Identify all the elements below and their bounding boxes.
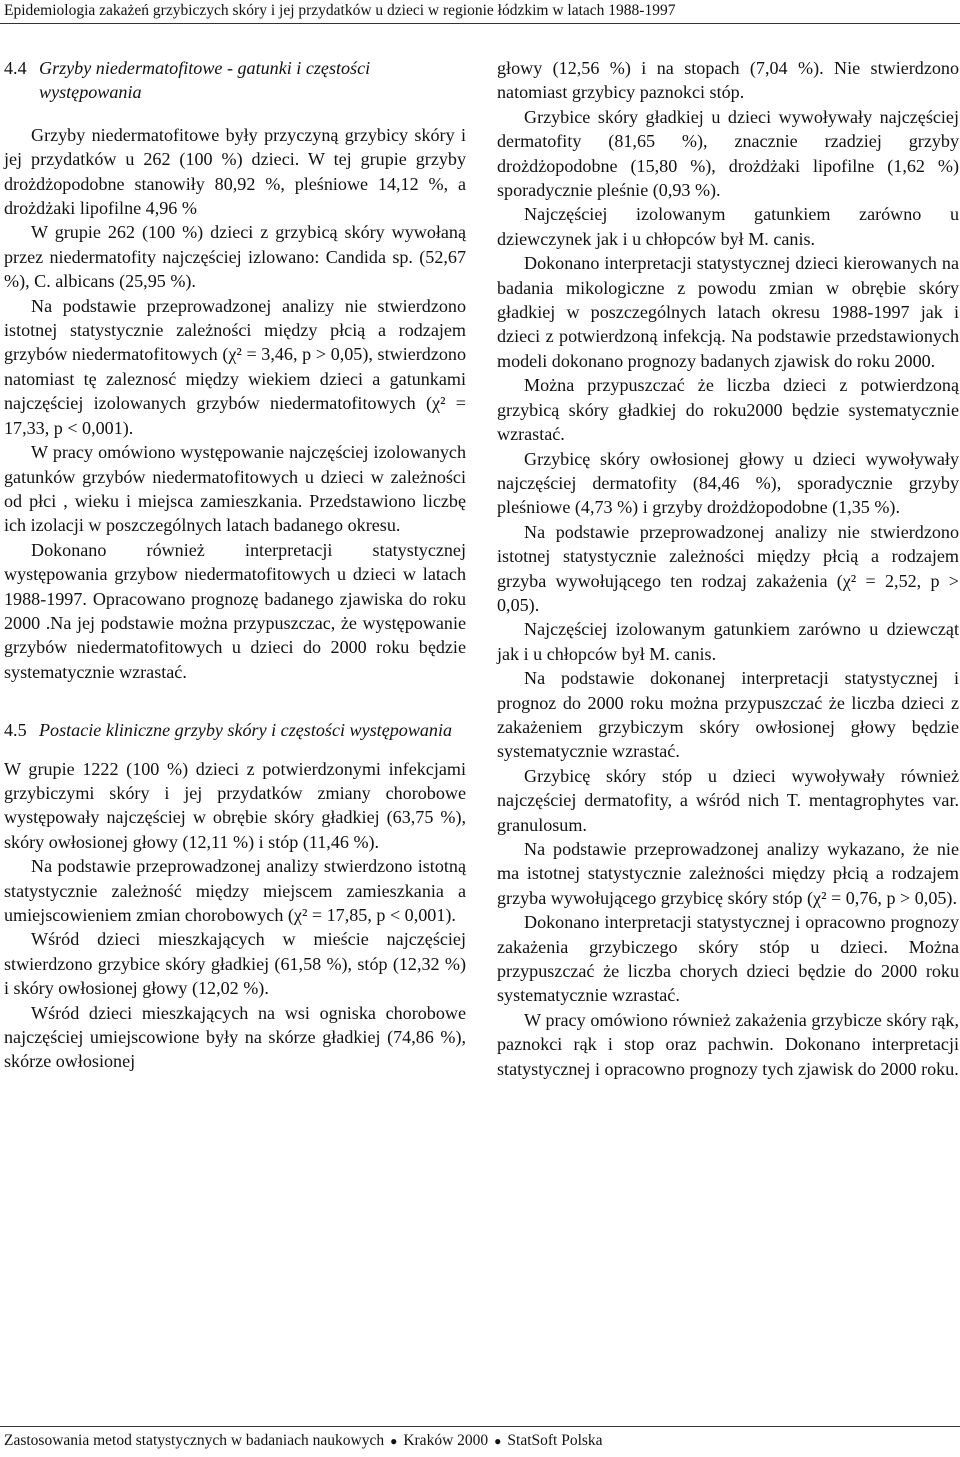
paragraph: W pracy omówiono występowanie najczęściej izolowanych gatunków grzybów niedermatofitowych u dzieci w zależności od płci , wieku i miejsca zamieszkania. Przedstawiono liczbę ich izolacji w poszczególnych latach badanego okresu. — [4, 442, 466, 536]
section-number: 4.4 — [4, 58, 27, 78]
section-title: Grzyby niedermatofitowe - gatunki i częstości występowania — [39, 58, 371, 103]
paragraph: Najczęściej izolowanym gatunkiem zarówno u dziewcząt jak i u chłopców był M. canis. — [497, 619, 959, 664]
section-number: 4.5 — [4, 720, 27, 741]
paragraph: Grzybice skóry gładkiej u dzieci wywoływały najczęściej dermatofity (81,65 %), znacznie rzadziej grzyby drożdżopodobne (15,80 %), drożdżaki lipofilne (1,62 %) sporadycznie pleśnie (0,93 %). — [497, 106, 959, 201]
left-column — [4, 56, 466, 1074]
right-column — [497, 56, 959, 1081]
running-header — [0, 0, 960, 24]
paragraph: Dokonano interpretacji statystycznej dzieci kierowanych na badania mikologiczne z powodu zmian w obrębie skóry gładkiej w poszczególnych latach okresu 1988-1997 jak i dzieci z potwierdzoną infekcją. Na podstawie przedstawionych modeli dokonano prognozy badanych zjawisk do roku 2000. — [497, 253, 959, 371]
paragraph: Wśród dzieci mieszkających w mieście najczęściej stwierdzono grzybice skóry gładkiej (61,58 %), stóp (12,32 %) i skóry owłosionej głowy (12,02 %). — [4, 929, 466, 999]
footer-place-year: Kraków 2000 — [403, 1432, 489, 1449]
paragraph: Na podstawie przeprowadzonej analizy nie stwierdzono istotnej statystycznie zależności między płcią a rodzajem grzyba wywołującego ten rodzaj zakażenia (χ² = 2,52, p > 0,05). — [497, 521, 959, 615]
paragraph: Na podstawie dokonanej interpretacji statystycznej i prognoz do 2000 roku można przypuszczać że liczba dzieci z zakażeniem grzybiczym skóry owłosionej głowy będzie systematycznie wzrastać. — [497, 668, 959, 762]
paragraph: Grzyby niedermatofitowe były przyczyną grzybicy skóry i jej przydatków u 262 (100 %) dzieci. W tej grupie grzyby drożdżopodobne stanowiły 80,92 %, pleśniowe 14,12 %, a drożdżaki lipofilne 4,96 % — [4, 124, 466, 219]
paragraph: Dokonano również interpretacji statystycznej występowania grzybow niedermatofitowych u dzieci w latach 1988-1997. Opracowano prognozę badanego zjawiska do roku 2000 .Na jej podstawie można przypuszczac, że występowanie grzybów niedermatofitowych u dzieci do 2000 roku będzie systematycznie wzrastać. — [4, 539, 466, 682]
section-heading-4-5 — [4, 718, 466, 742]
running-title: Epidemiologia zakażeń grzybiczych skóry i jej przydatków u dzieci w regionie łódzkim w latach 1988-1997 — [4, 2, 676, 19]
footer-publisher: StatSoft Polska — [507, 1432, 603, 1449]
paragraph: Dokonano interpretacji statystycznej i opracowno prognozy zakażenia grzybiczego skóry stóp u dzieci. Można przypuszczać że liczba chorych dzieci będzie do 2000 roku systematycznie wzrastać. — [497, 912, 959, 1006]
paragraph: W grupie 262 (100 %) dzieci z grzybicą skóry wywołaną przez niedermatofity najczęściej izlowano: Candida sp. (52,67 %), C. albicans (25,95 %). — [4, 222, 466, 292]
running-footer — [0, 1426, 960, 1457]
paragraph: głowy (12,56 %) i na stopach (7,04 %). Nie stwierdzono natomiast grzybicy paznokci stóp. — [497, 58, 959, 103]
bullet-icon: ● — [494, 1434, 502, 1448]
paragraph: Grzybicę skóry owłosionej głowy u dzieci wywoływały najczęściej dermatofity (84,46 %), sporadycznie grzyby pleśniowe (4,73 %) i grzyby drożdżopodobne (1,35 %). — [497, 448, 959, 518]
paragraph: Wśród dzieci mieszkających na wsi ogniska chorobowe najczęściej umiejscowione były na skórze gładkiej (74,86 %), skórze owłosionej — [4, 1002, 466, 1072]
paragraph: Na podstawie przeprowadzonej analizy nie stwierdzono istotnej statystycznie zależności między płcią a rodzajem grzybów niedermatofitowych (χ² = 3,46, p > 0,05), stwierdzono natomiast tę zaleznosć między wiekiem dzieci a gatunkami najczęściej izolowanych grzybów niedermatofitowych (χ² = 17,33, p < 0,001). — [4, 295, 466, 438]
section-heading-4-4 — [4, 56, 466, 105]
paragraph: W grupie 1222 (100 %) dzieci z potwierdzonymi infekcjami grzybiczymi skóry i jej przydatków zmiany chorobowe występowały najczęściej w obrębie skóry gładkiej (63,75 %), skóry owłosionej głowy (12,11 %) i stóp (11,46 %). — [4, 758, 466, 852]
bullet-icon: ● — [390, 1434, 398, 1448]
paragraph: Na podstawie przeprowadzonej analizy wykazano, że nie ma istotnej statystycznie zależności między płcią a rodzajem grzyba wywołującego grzybicę skóry stóp (χ² = 0,76, p > 0,05). — [497, 839, 959, 908]
footer-conference-title: Zastosowania metod statystycznych w badaniach naukowych — [4, 1432, 385, 1449]
paragraph: W pracy omówiono również zakażenia grzybicze skóry rąk, paznokci rąk i stop oraz pachwin. Dokonano interpretacji statystycznej i opracowno prognozy tych zjawisk do 2000 roku. — [497, 1009, 959, 1079]
paragraph: Można przypuszczać że liczba dzieci z potwierdzoną grzybicą skóry gładkiej do roku2000 będzie systematycznie wzrastać. — [497, 375, 959, 445]
paragraph: Grzybicę skóry stóp u dzieci wywoływały również najczęściej dermatofity, a wśród nich T. mentagrophytes var. granulosum. — [497, 765, 959, 835]
section-title: Postacie kliniczne grzyby skóry i częstości występowania — [39, 720, 453, 741]
paragraph: Najczęściej izolowanym gatunkiem zarówno u dziewczynek jak i u chłopców był M. canis. — [497, 204, 959, 249]
paragraph: Na podstawie przeprowadzonej analizy stwierdzono istotną statystycznie zależność między miejscem zamieszkania a umiejscowieniem zmian chorobowych (χ² = 17,85, p < 0,001). — [4, 856, 466, 925]
